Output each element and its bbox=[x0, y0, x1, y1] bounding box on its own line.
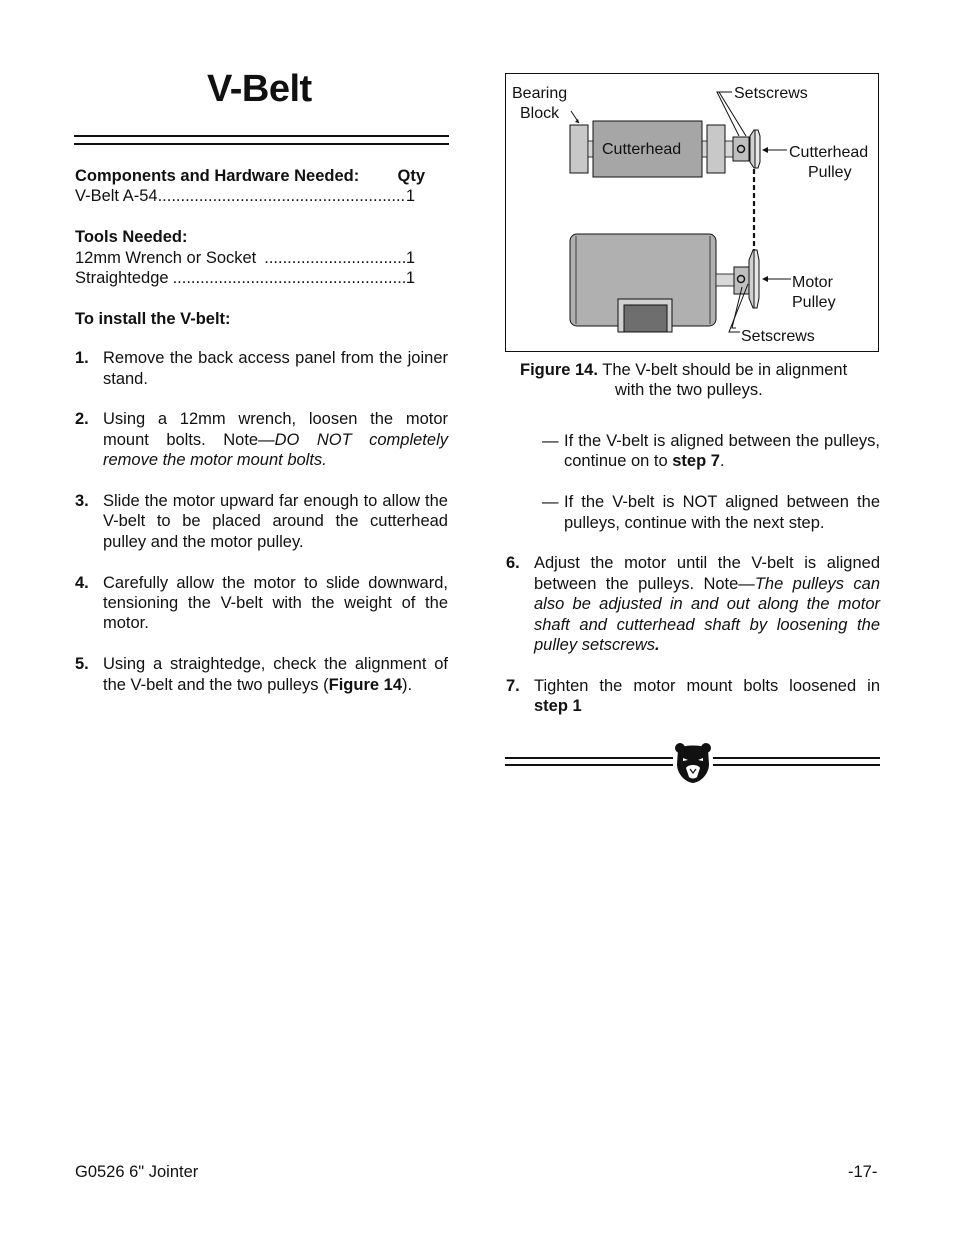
motor-pulley-label-line1: Motor bbox=[792, 274, 833, 291]
bearing-block-label-line1: Bearing bbox=[512, 85, 568, 102]
install-step bbox=[75, 491, 448, 552]
bear-logo-icon bbox=[673, 740, 713, 784]
caption-figure-number: Figure 14. bbox=[520, 361, 598, 379]
cutterhead-pulley-label-line1: Cutterhead bbox=[789, 144, 869, 161]
step-text: Tighten the motor mount bolts loosened in step 1 bbox=[534, 676, 880, 716]
caption-text-line1: The V-belt should be in alignment bbox=[602, 361, 848, 379]
tool-name: 12mm Wrench or Socket bbox=[75, 248, 257, 267]
qty-heading: Qty bbox=[397, 167, 425, 185]
step-text: Remove the back access panel from the joiner stand. bbox=[103, 349, 448, 388]
step-number: 1. bbox=[75, 349, 89, 368]
divider-left-bottom bbox=[505, 764, 673, 766]
dash-marker: — bbox=[542, 493, 559, 512]
install-step bbox=[75, 654, 448, 695]
caption-text-line2: with the two pulleys. bbox=[615, 381, 763, 400]
pulley-diagram bbox=[506, 74, 877, 350]
step-text: Using a straightedge, check the alignment of the V-belt and the two pulleys (Figure 14). bbox=[103, 655, 448, 694]
setscrews-bottom-label: Setscrews bbox=[741, 328, 815, 345]
step-number: 7. bbox=[506, 676, 520, 695]
install-step bbox=[75, 348, 448, 389]
component-qty: 1 bbox=[405, 187, 415, 206]
tool-qty: 1 bbox=[405, 269, 415, 287]
bearing-block-left bbox=[570, 125, 588, 173]
title-rule-top bbox=[74, 135, 449, 137]
step-text: Carefully allow the motor to slide downward, tensioning the V-belt with the weight of the motor. bbox=[103, 573, 448, 633]
step-number: 4. bbox=[75, 573, 89, 592]
tool-name: Straightedge bbox=[75, 269, 169, 287]
figure-caption bbox=[520, 360, 880, 401]
branch-item bbox=[542, 492, 880, 533]
title-rule-bottom bbox=[74, 143, 449, 145]
step-text: Slide the motor upward far enough to allow the V-belt to be placed around the cutterhead pulley and the motor pulley. bbox=[103, 492, 448, 551]
install-step bbox=[506, 676, 880, 717]
step-text: Adjust the motor until the V-belt is aligned between the pulleys. Note—The pulleys can also be adjusted in and out along the motor shaft and cutterhead shaft by loosening the pulley setscrews. bbox=[534, 554, 880, 655]
tool-qty: 1 bbox=[405, 248, 415, 267]
motor-junction-box bbox=[624, 305, 667, 332]
step-number: 6. bbox=[506, 554, 520, 573]
tool-item bbox=[75, 268, 415, 288]
cutterhead-pulley-label-line2: Pulley bbox=[808, 164, 852, 181]
component-item bbox=[75, 186, 415, 206]
leader-dots bbox=[264, 248, 406, 268]
step-number: 5. bbox=[75, 655, 89, 674]
left-column bbox=[75, 166, 448, 695]
footer-model: G0526 6" Jointer bbox=[75, 1163, 199, 1181]
right-column bbox=[506, 431, 880, 717]
step-number: 3. bbox=[75, 492, 89, 510]
install-step bbox=[75, 409, 448, 470]
divider-right-bottom bbox=[713, 764, 880, 766]
component-name: V-Belt A-54 bbox=[75, 187, 158, 206]
branch-text: If the V-belt is NOT aligned between the pulleys, continue with the next step. bbox=[564, 493, 880, 532]
divider-left-top bbox=[505, 757, 673, 759]
install-step bbox=[75, 573, 448, 634]
leader-dots bbox=[173, 268, 406, 288]
install-step bbox=[506, 553, 880, 655]
cutterhead-label: Cutterhead bbox=[602, 141, 682, 158]
divider-right-top bbox=[713, 757, 880, 759]
branch-text: If the V-belt is aligned between the pulleys, continue on to step 7. bbox=[564, 432, 880, 471]
footer-page-number: -17- bbox=[848, 1163, 878, 1181]
page-title: V-Belt bbox=[207, 68, 312, 110]
leader-dots bbox=[158, 186, 406, 206]
tools-heading: Tools Needed: bbox=[75, 228, 188, 247]
branch-item bbox=[542, 431, 880, 472]
step-text: Using a 12mm wrench, loosen the motor mount bolts. Note—DO NOT completely remove the motor mount bolts. bbox=[103, 410, 448, 470]
motor-pulley-label-line2: Pulley bbox=[792, 294, 836, 311]
dash-marker: — bbox=[542, 432, 559, 450]
figure-14-diagram bbox=[505, 73, 879, 352]
tool-item bbox=[75, 248, 415, 268]
install-heading: To install the V-belt: bbox=[75, 309, 231, 328]
components-header bbox=[75, 166, 425, 186]
setscrews-top-label: Setscrews bbox=[734, 85, 808, 102]
bearing-block-right bbox=[707, 125, 725, 173]
step-number: 2. bbox=[75, 410, 89, 429]
components-heading: Components and Hardware Needed: bbox=[75, 167, 360, 185]
bearing-block-label-line2: Block bbox=[520, 105, 560, 122]
